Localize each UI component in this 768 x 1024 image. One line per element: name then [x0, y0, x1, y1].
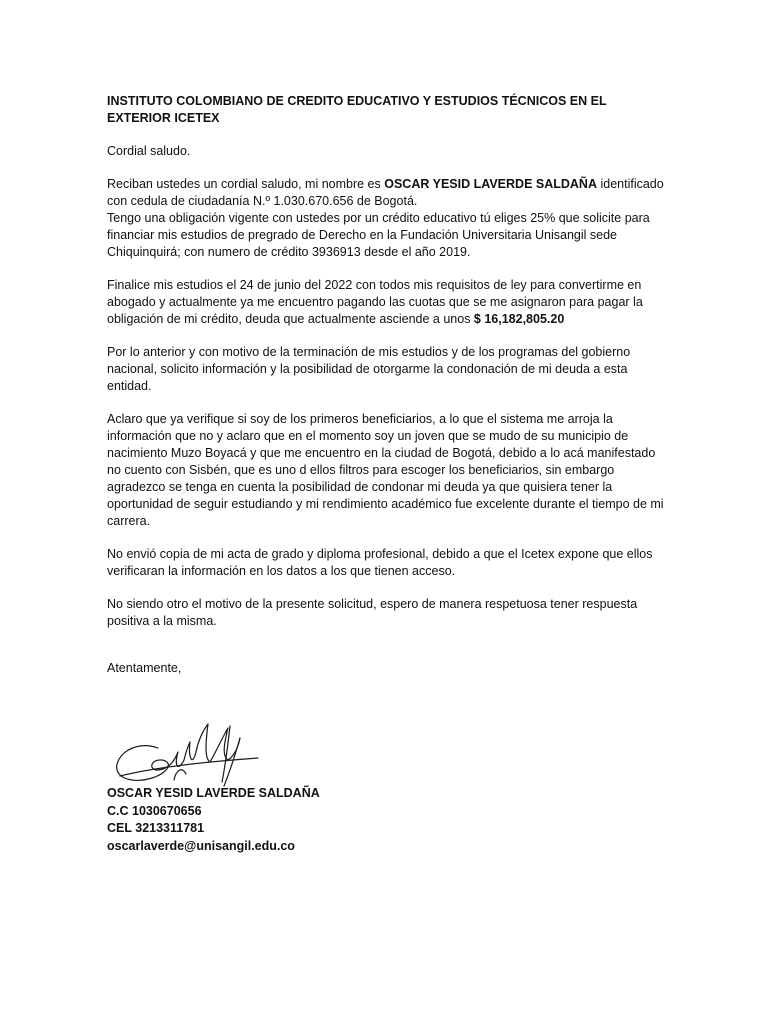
- letter-body: [107, 93, 667, 693]
- intro-id-text: identificado con cedula de ciudadanía N.º 1.030.670.656 de Bogotá.: [107, 177, 664, 208]
- paragraph-request: Por lo anterior y con motivo de la terminación de mis estudios y de los programas del gobierno nacional, solicito información y la posibilidad de otorgarme la condonación de mi deuda a esta entidad.: [107, 345, 631, 393]
- credit-details-text: Tengo una obligación vigente con ustedes por un crédito educativo tú eliges 25% que solicite para financiar mis estudios de pregrado de Derecho en la Fundación Universitaria Unisangil sede Chiquinquirá; con numero de crédito 3936913 desde el año 2019.: [107, 211, 650, 259]
- greeting: Cordial saludo.: [107, 144, 191, 158]
- signature-block: [107, 785, 320, 855]
- debt-amount: $ 16,182,805.20: [473, 312, 565, 326]
- signer-email: oscarlaverde@unisangil.edu.co: [107, 838, 295, 853]
- debt-text: Finalice mis estudios el 24 de junio del 2022 con todos mis requisitos de ley para convertirme en abogado y actualmente ya me encuentro pagando las cuotas que se me asignaron para pagar la obligación de mi crédito, deuda que actualmente asciende a unos: [107, 278, 643, 326]
- letter-heading: INSTITUTO COLOMBIANO DE CREDITO EDUCATIVO Y ESTUDIOS TÉCNICOS EN EL EXTERIOR ICETEX: [107, 94, 607, 125]
- closing-salutation: Atentamente,: [107, 661, 182, 675]
- paragraph-introduction: [107, 176, 667, 261]
- signer-id: C.C 1030670656: [107, 803, 202, 818]
- paragraph-documents: No envió copia de mi acta de grado y diploma profesional, debido a que el Icetex expone que ellos verificaran la información en los datos a los que tienen acceso.: [107, 547, 653, 578]
- handwritten-signature: [112, 722, 262, 790]
- paragraph-debt: [107, 277, 667, 328]
- sender-name-inline: OSCAR YESID LAVERDE SALDAÑA: [384, 177, 597, 191]
- signer-name: OSCAR YESID LAVERDE SALDAÑA: [107, 786, 320, 800]
- intro-text: Reciban ustedes un cordial saludo, mi nombre es: [107, 177, 385, 191]
- signer-phone: CEL 3213311781: [107, 821, 205, 835]
- paragraph-closing-request: No siendo otro el motivo de la presente solicitud, espero de manera respetuosa tener respuesta positiva a la misma.: [107, 597, 638, 628]
- paragraph-clarification: Aclaro que ya verifique si soy de los primeros beneficiarios, a lo que el sistema me arroja la información que no y aclaro que en el momento soy un joven que se mudo de su municipio de nacimiento Muzo Boyacá y que me encuentro en la ciudad de Bogotá, debido a lo acá manifestado no cuento con Sisbén, que es uno d ellos filtros para escoger los beneficiarios, sin embargo agradezco se tenga en cuenta la posibilidad de condonar mi deuda ya que quisiera tener la oportunidad de seguir estudiando y mi rendimiento académico fue excelente durante el tiempo de mi carrera.: [107, 412, 664, 528]
